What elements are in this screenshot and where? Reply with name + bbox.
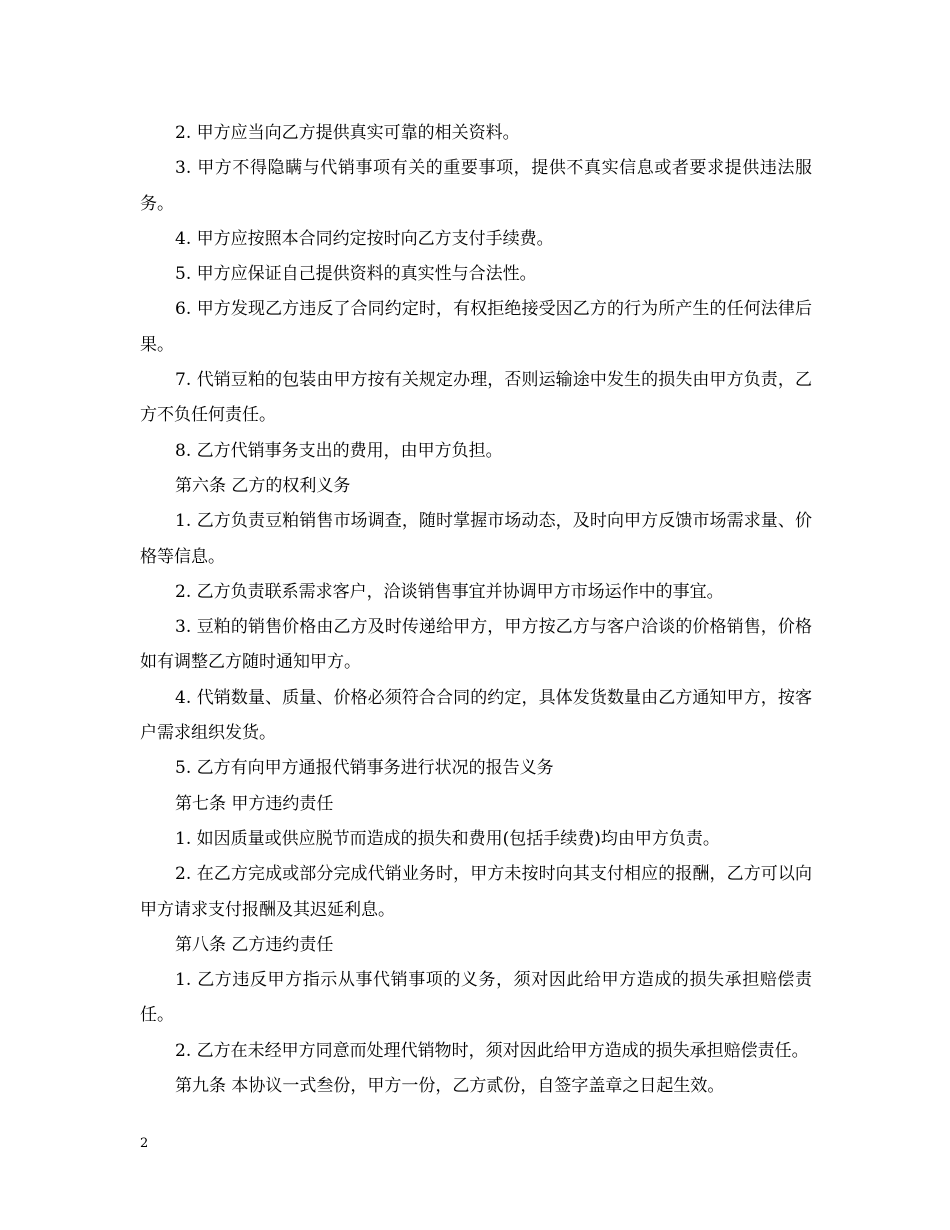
clause-9: 第九条 本协议一式叁份，甲方一份，乙方贰份，自签字盖章之日起生效。 [175, 1076, 725, 1097]
clause-8-item-2: 2. 乙方在未经甲方同意而处理代销物时，须对因此给甲方造成的损失承担赔偿责任。 [175, 1040, 809, 1061]
clause-6-item-5: 5. 乙方有向甲方通报代销事务进行状况的报告义务 [175, 758, 554, 779]
clause-5-item-8: 8. 乙方代销事务支出的费用，由甲方负担。 [175, 440, 503, 461]
clause-7-item-2: 2. 在乙方完成或部分完成代销业务时，甲方未按时向其支付相应的报酬，乙方可以向甲方请求支付报酬及其迟延利息。 [140, 864, 812, 920]
clause-5-item-4: 4. 甲方应按照本合同约定按时向乙方支付手续费。 [175, 228, 554, 249]
clause-5-item-2: 2. 甲方应当向乙方提供真实可靠的相关资料。 [175, 123, 520, 143]
page-number: 2 [140, 1136, 149, 1151]
clause-6-item-1: 1. 乙方负责豆粕销售市场调查，随时掌握市场动态，及时向甲方反馈市场需求量、价格等信息。 [140, 511, 812, 567]
clause-5-item-7: 7. 代销豆粕的包装由甲方按有关规定办理，否则运输途中发生的损失由甲方负责，乙方不负任何责任。 [140, 370, 812, 426]
clause-5-item-3: 3. 甲方不得隐瞒与代销事项有关的重要事项，提供不真实信息或者要求提供违法服务。 [140, 158, 812, 214]
clause-8-item-1: 1. 乙方违反甲方指示从事代销事项的义务，须对因此给甲方造成的损失承担赔偿责任。 [140, 970, 812, 1026]
clause-6-heading: 第六条 乙方的权利义务 [175, 475, 351, 496]
clause-6-item-3: 3. 豆粕的销售价格由乙方及时传递给甲方，甲方按乙方与客户洽谈的价格销售，价格如有调整乙方随时通知甲方。 [140, 617, 812, 673]
clause-6-item-2: 2. 乙方负责联系需求客户，洽谈销售事宜并协调甲方市场运作中的事宜。 [175, 581, 724, 602]
clause-5-item-6: 6. 甲方发现乙方违反了合同约定时，有权拒绝接受因乙方的行为所产生的任何法律后果。 [140, 299, 812, 355]
clause-6-item-4: 4. 代销数量、质量、价格必须符合合同的约定，具体发货数量由乙方通知甲方，按客户需求组织发货。 [140, 687, 812, 744]
clause-5-item-5: 5. 甲方应保证自己提供资料的真实性与合法性。 [175, 264, 537, 285]
clause-8-heading: 第八条 乙方违约责任 [175, 934, 334, 955]
clause-7-item-1: 1. 如因质量或供应脱节而造成的损失和费用(包括手续费)均由甲方负责。 [175, 828, 720, 849]
document-body [140, 116, 812, 1104]
clause-7-heading: 第七条 甲方违约责任 [175, 793, 334, 814]
